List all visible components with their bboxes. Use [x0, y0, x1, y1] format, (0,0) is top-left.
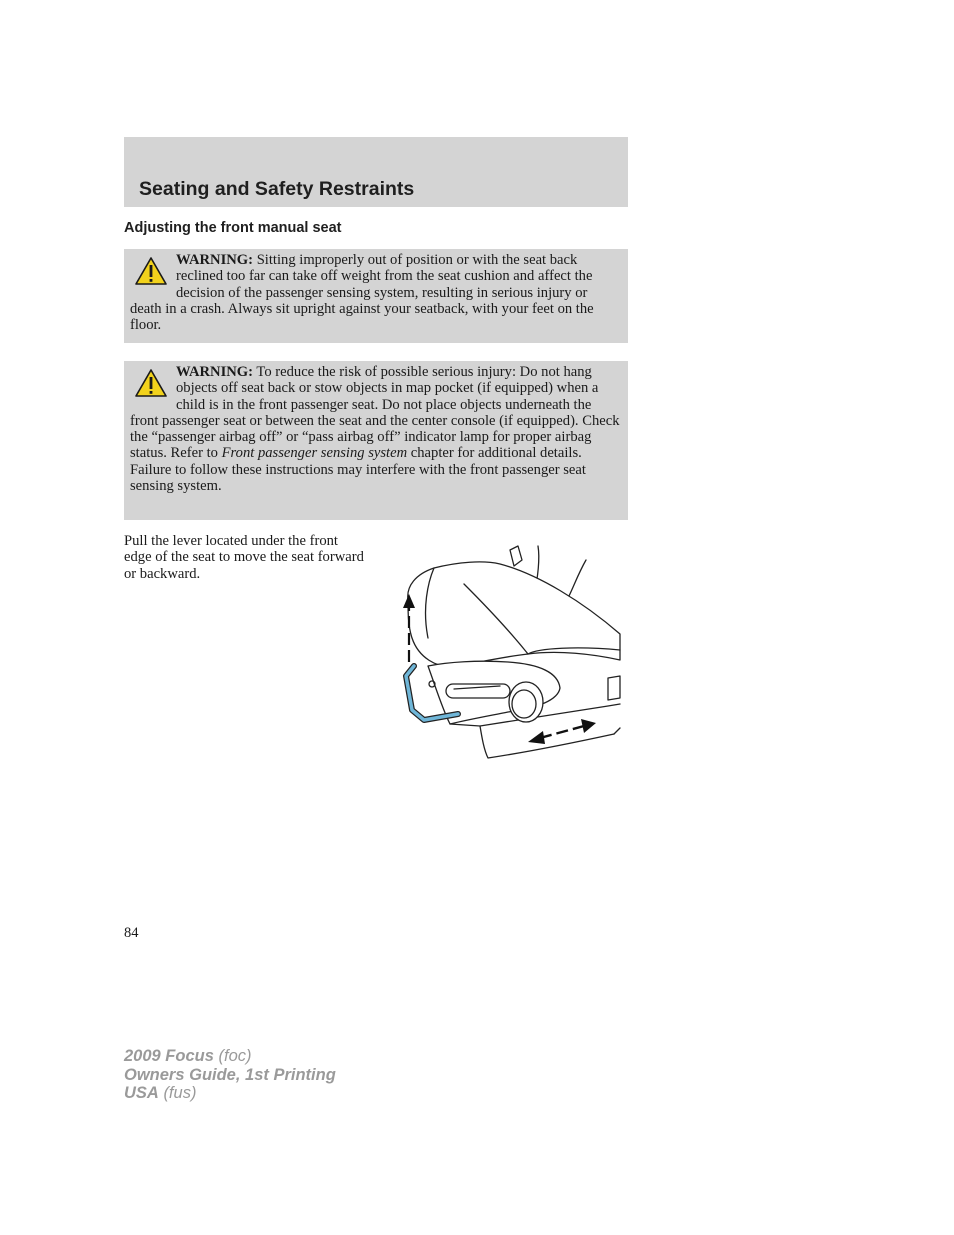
footer-guide: Owners Guide, 1st Printing [124, 1065, 336, 1084]
manual-seat-lever-illustration [388, 538, 624, 762]
warning-triangle-icon [134, 256, 168, 286]
footer-region-code: (fus) [163, 1084, 197, 1102]
footer-region-line [124, 1084, 336, 1103]
footer-guide-line [124, 1066, 336, 1085]
section-header [124, 137, 628, 207]
warning-label: WARNING: [176, 252, 254, 268]
footer-model-code: (foc) [218, 1047, 252, 1065]
footer-model: 2009 Focus [124, 1047, 214, 1065]
warning-text: Sitting improperly out of position or with the seat back reclined too far can take off weight from the seat cushion and affect the decision of the passenger sensing system, resulting in serious injury or death in a crash. Always sit upright against your seatback, with your feet on the floor. [130, 252, 594, 334]
section-title: Seating and Safety Restraints [139, 178, 415, 200]
warning-text: To reduce the risk of possible serious injury: Do not hang objects off seat back or stow objects in map pocket (if equipped) when a child is in the front passenger seat. Do not place objects underneath the front passenger seat or between the seat and the center console (if equipped). Check the “passenger airbag off” or “pass airbag off” indicator lamp for proper airbag status. Refer to [130, 364, 620, 462]
subsection-title: Adjusting the front manual seat [124, 220, 342, 236]
footer-model-line [124, 1047, 336, 1066]
warning-text-continued: chapter for additional details. Failure to follow these instructions may interfere with the front passenger seat sensing system. [130, 445, 586, 495]
page-number: 84 [124, 925, 139, 941]
warning-label: WARNING: [176, 364, 254, 380]
warning-triangle-icon [134, 368, 168, 398]
footer [124, 1047, 336, 1103]
chapter-reference: Front passenger sensing system [221, 445, 408, 462]
warning-box-2 [124, 361, 628, 520]
seat-adjust-instruction: Pull the lever located under the front edge of the seat to move the seat forward or backward. [124, 533, 364, 582]
footer-region: USA [124, 1084, 159, 1102]
warning-box-1 [124, 249, 628, 343]
